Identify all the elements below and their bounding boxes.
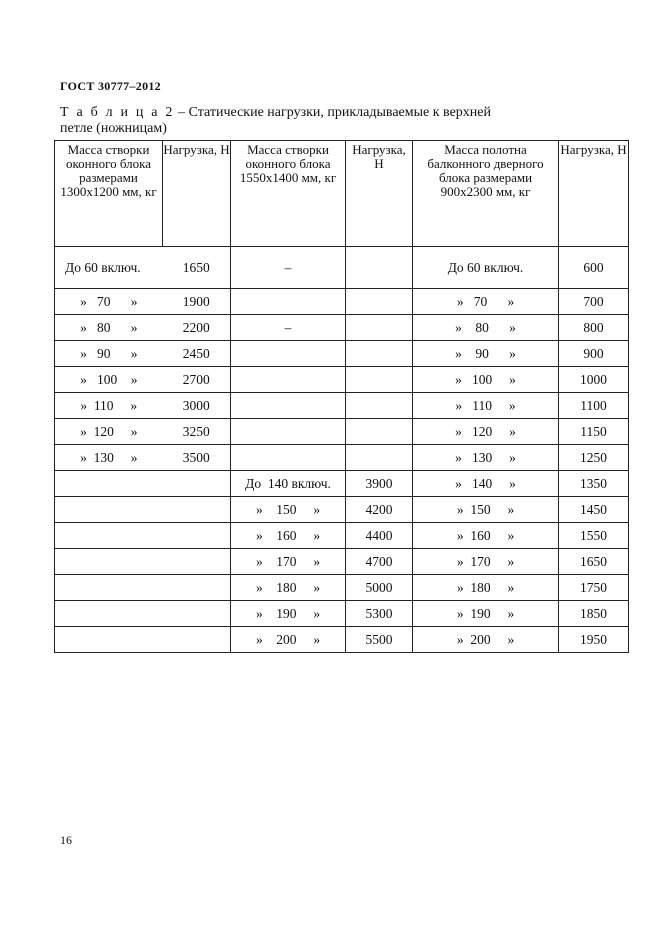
header-mass-window-1300: Масса створки оконного блока размерами 1300х1200 мм, кг <box>55 141 163 247</box>
table-cell-c6: 800 <box>559 315 629 341</box>
table-cell-c4 <box>346 289 413 315</box>
table-cell-c2: 3000 <box>163 393 231 419</box>
table-cell-c5: » 100 » <box>413 367 559 393</box>
table-cell-c2: 2700 <box>163 367 231 393</box>
table-cell-c2 <box>163 471 231 497</box>
table-cell-c4 <box>346 367 413 393</box>
table-cell-c3 <box>231 393 346 419</box>
table-cell-c6: 1250 <box>559 445 629 471</box>
table-cell-c3 <box>231 341 346 367</box>
table-cell-c1 <box>55 627 163 653</box>
table-cell-c4 <box>346 315 413 341</box>
table-cell-c4: 3900 <box>346 471 413 497</box>
header-load-1: Нагрузка, Н <box>163 141 231 247</box>
table-cell-c4 <box>346 445 413 471</box>
table-cell-c1 <box>55 497 163 523</box>
table-cell-c5: До 60 включ. <box>413 247 559 289</box>
table-cell-c2 <box>163 601 231 627</box>
table-cell-c5: » 120 » <box>413 419 559 445</box>
table-cell-c2 <box>163 627 231 653</box>
table-cell-c4: 5000 <box>346 575 413 601</box>
table-row <box>55 575 629 601</box>
loads-table <box>54 140 629 653</box>
table-cell-c6: 1950 <box>559 627 629 653</box>
table-cell-c1 <box>55 471 163 497</box>
table-cell-c1 <box>55 549 163 575</box>
table-cell-c6: 1650 <box>559 549 629 575</box>
table-cell-c6: 1450 <box>559 497 629 523</box>
table-cell-c5: » 180 » <box>413 575 559 601</box>
table-cell-c2 <box>163 497 231 523</box>
table-cell-c1 <box>55 575 163 601</box>
table-cell-c4 <box>346 247 413 289</box>
table-row <box>55 315 629 341</box>
table-cell-c1: » 80 » <box>55 315 163 341</box>
table-cell-c1 <box>55 523 163 549</box>
table-cell-c1: » 100 » <box>55 367 163 393</box>
table-cell-c3 <box>231 289 346 315</box>
caption-text: – Статические нагрузки, прикладываемые к верхней петле (ножницам) <box>60 105 491 136</box>
table-cell-c5: » 150 » <box>413 497 559 523</box>
table-cell-c5: » 190 » <box>413 601 559 627</box>
table-cell-c2: 3250 <box>163 419 231 445</box>
table-cell-c4: 4400 <box>346 523 413 549</box>
table-cell-c6: 1850 <box>559 601 629 627</box>
table-cell-c3: » 170 » <box>231 549 346 575</box>
table-cell-c6: 1100 <box>559 393 629 419</box>
standard-header: ГОСТ 30777–2012 <box>60 79 161 93</box>
table-cell-c3 <box>231 367 346 393</box>
table-cell-c2: 2200 <box>163 315 231 341</box>
table-row <box>55 393 629 419</box>
table-header-row <box>55 141 629 247</box>
table-cell-c5: » 170 » <box>413 549 559 575</box>
table-row <box>55 627 629 653</box>
table-row <box>55 419 629 445</box>
table-row <box>55 549 629 575</box>
table-row <box>55 445 629 471</box>
table-cell-c2: 1650 <box>163 247 231 289</box>
table-row <box>55 247 629 289</box>
table-row <box>55 341 629 367</box>
table-cell-c1 <box>55 601 163 627</box>
table-cell-c3: » 160 » <box>231 523 346 549</box>
table-cell-c3: » 200 » <box>231 627 346 653</box>
table-cell-c6: 600 <box>559 247 629 289</box>
table-cell-c2: 3500 <box>163 445 231 471</box>
table-cell-c2 <box>163 575 231 601</box>
table-cell-c5: » 160 » <box>413 523 559 549</box>
table-cell-c3: » 150 » <box>231 497 346 523</box>
table-row <box>55 523 629 549</box>
table-cell-c2 <box>163 549 231 575</box>
table-cell-c6: 1750 <box>559 575 629 601</box>
table-cell-c6: 1550 <box>559 523 629 549</box>
table-caption <box>60 105 520 137</box>
table-cell-c3: » 180 » <box>231 575 346 601</box>
table-cell-c1: » 110 » <box>55 393 163 419</box>
table-cell-c2: 1900 <box>163 289 231 315</box>
table-cell-c2: 2450 <box>163 341 231 367</box>
table-cell-c1: » 70 » <box>55 289 163 315</box>
table-cell-c3: – <box>231 247 346 289</box>
table-row <box>55 497 629 523</box>
table-cell-c2 <box>163 523 231 549</box>
table-cell-c3 <box>231 419 346 445</box>
table-cell-c4: 4200 <box>346 497 413 523</box>
header-load-3: Нагрузка, Н <box>559 141 629 247</box>
table-cell-c5: » 70 » <box>413 289 559 315</box>
table-cell-c4 <box>346 341 413 367</box>
table-cell-c6: 1000 <box>559 367 629 393</box>
header-mass-door-900: Масса полотна балконного дверного блока размерами 900х2300 мм, кг <box>413 141 559 247</box>
table-row <box>55 289 629 315</box>
table-cell-c6: 900 <box>559 341 629 367</box>
table-cell-c6: 1150 <box>559 419 629 445</box>
table-cell-c6: 1350 <box>559 471 629 497</box>
table-cell-c3: – <box>231 315 346 341</box>
table-row <box>55 471 629 497</box>
table-cell-c5: » 90 » <box>413 341 559 367</box>
table-cell-c4: 5500 <box>346 627 413 653</box>
table-cell-c4 <box>346 419 413 445</box>
header-mass-window-1550: Масса створки оконного блока 1550х1400 мм, кг <box>231 141 346 247</box>
table-cell-c1: » 90 » <box>55 341 163 367</box>
table-cell-c4 <box>346 393 413 419</box>
table-cell-c1: » 120 » <box>55 419 163 445</box>
table-cell-c1: До 60 включ. <box>55 247 163 289</box>
caption-prefix: Т а б л и ц а 2 <box>60 105 175 120</box>
page-number: 16 <box>60 833 72 847</box>
table-cell-c4: 4700 <box>346 549 413 575</box>
table-cell-c4: 5300 <box>346 601 413 627</box>
table-cell-c5: » 110 » <box>413 393 559 419</box>
table-row <box>55 367 629 393</box>
table-cell-c1: » 130 » <box>55 445 163 471</box>
table-cell-c5: » 200 » <box>413 627 559 653</box>
table-cell-c5: » 80 » <box>413 315 559 341</box>
table-cell-c3: » 190 » <box>231 601 346 627</box>
table-cell-c6: 700 <box>559 289 629 315</box>
header-load-2: Нагрузка, Н <box>346 141 413 247</box>
table-cell-c5: » 140 » <box>413 471 559 497</box>
table-cell-c3 <box>231 445 346 471</box>
table-cell-c3: До 140 включ. <box>231 471 346 497</box>
table-cell-c5: » 130 » <box>413 445 559 471</box>
table-row <box>55 601 629 627</box>
